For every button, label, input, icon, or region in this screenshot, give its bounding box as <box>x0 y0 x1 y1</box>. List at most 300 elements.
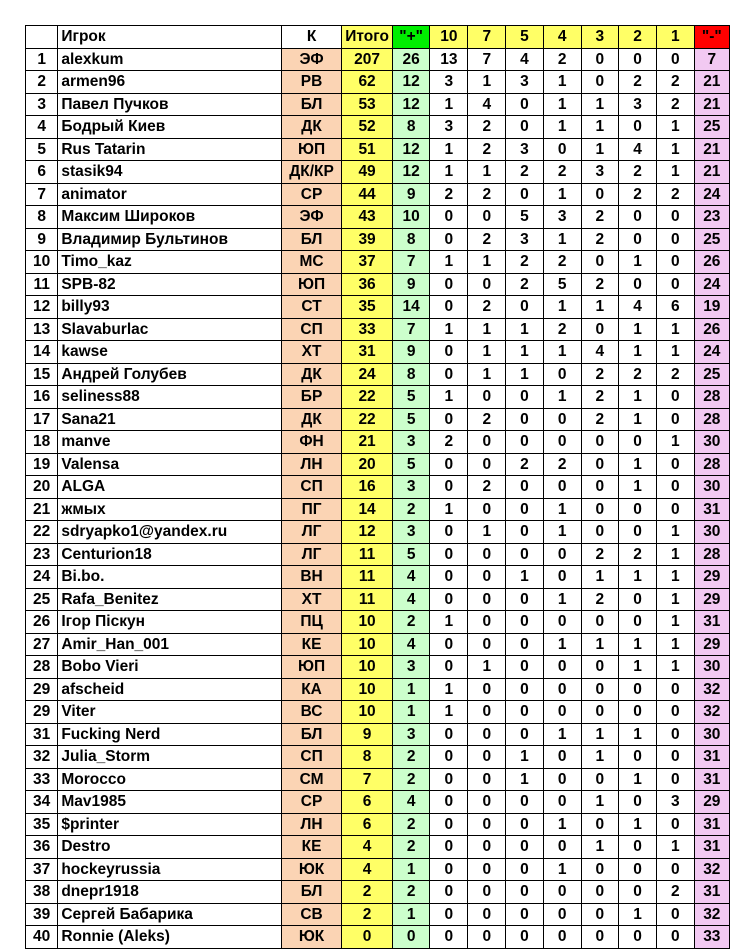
team-code: ЮП <box>281 273 341 296</box>
plus-count: 4 <box>392 791 429 814</box>
count-7: 0 <box>468 926 506 949</box>
count-2: 0 <box>619 881 657 904</box>
minus-count: 24 <box>694 273 729 296</box>
count-1: 0 <box>656 476 694 499</box>
total: 37 <box>342 251 393 274</box>
count-10: 1 <box>430 161 468 184</box>
count-7: 1 <box>468 71 506 94</box>
total: 24 <box>342 363 393 386</box>
minus-count: 26 <box>694 251 729 274</box>
count-1: 1 <box>656 341 694 364</box>
rank: 29 <box>26 701 58 724</box>
minus-count: 30 <box>694 656 729 679</box>
count-10: 0 <box>430 881 468 904</box>
count-1: 1 <box>656 836 694 859</box>
count-4: 1 <box>543 386 581 409</box>
count-10: 3 <box>430 71 468 94</box>
count-1: 2 <box>656 71 694 94</box>
count-3: 0 <box>581 431 619 454</box>
plus-count: 2 <box>392 498 429 521</box>
plus-count: 4 <box>392 633 429 656</box>
total: 39 <box>342 228 393 251</box>
count-2: 2 <box>619 183 657 206</box>
table-row <box>26 116 730 139</box>
count-7: 1 <box>468 318 506 341</box>
plus-count: 3 <box>392 723 429 746</box>
plus-count: 9 <box>392 183 429 206</box>
count-3: 0 <box>581 498 619 521</box>
count-2: 0 <box>619 273 657 296</box>
count-2: 0 <box>619 521 657 544</box>
table-body <box>26 26 730 949</box>
count-10: 1 <box>430 318 468 341</box>
header-3: 3 <box>581 26 619 49</box>
count-1: 0 <box>656 701 694 724</box>
count-5: 1 <box>506 566 544 589</box>
plus-count: 3 <box>392 521 429 544</box>
player-name: Fucking Nerd <box>58 723 282 746</box>
minus-count: 25 <box>694 228 729 251</box>
plus-count: 12 <box>392 138 429 161</box>
minus-count: 24 <box>694 183 729 206</box>
team-code: ЛН <box>281 813 341 836</box>
total: 207 <box>342 48 393 71</box>
count-2: 0 <box>619 678 657 701</box>
team-code: БР <box>281 386 341 409</box>
count-7: 0 <box>468 633 506 656</box>
count-3: 1 <box>581 93 619 116</box>
table-row <box>26 318 730 341</box>
total: 33 <box>342 318 393 341</box>
team-code: СМ <box>281 768 341 791</box>
count-5: 0 <box>506 633 544 656</box>
count-10: 0 <box>430 903 468 926</box>
plus-count: 7 <box>392 251 429 274</box>
count-5: 1 <box>506 768 544 791</box>
count-7: 1 <box>468 521 506 544</box>
count-7: 0 <box>468 498 506 521</box>
count-3: 1 <box>581 633 619 656</box>
player-name: SPB-82 <box>58 273 282 296</box>
plus-count: 5 <box>392 408 429 431</box>
rank: 3 <box>26 93 58 116</box>
rank: 9 <box>26 228 58 251</box>
total: 12 <box>342 521 393 544</box>
table-row <box>26 611 730 634</box>
count-3: 2 <box>581 588 619 611</box>
count-2: 1 <box>619 386 657 409</box>
count-10: 0 <box>430 723 468 746</box>
count-2: 0 <box>619 746 657 769</box>
count-10: 0 <box>430 273 468 296</box>
player-name: Sana21 <box>58 408 282 431</box>
total: 10 <box>342 656 393 679</box>
count-4: 0 <box>543 656 581 679</box>
count-3: 1 <box>581 296 619 319</box>
count-1: 1 <box>656 138 694 161</box>
plus-count: 2 <box>392 836 429 859</box>
count-4: 0 <box>543 566 581 589</box>
count-2: 0 <box>619 431 657 454</box>
rank: 38 <box>26 881 58 904</box>
minus-count: 32 <box>694 858 729 881</box>
plus-count: 2 <box>392 881 429 904</box>
count-5: 0 <box>506 93 544 116</box>
count-4: 1 <box>543 93 581 116</box>
plus-count: 12 <box>392 93 429 116</box>
plus-count: 14 <box>392 296 429 319</box>
count-5: 3 <box>506 138 544 161</box>
minus-count: 30 <box>694 521 729 544</box>
count-3: 0 <box>581 251 619 274</box>
count-4: 0 <box>543 903 581 926</box>
count-1: 0 <box>656 746 694 769</box>
player-name: Ігор Піскун <box>58 611 282 634</box>
minus-count: 26 <box>694 318 729 341</box>
count-1: 2 <box>656 881 694 904</box>
count-1: 1 <box>656 161 694 184</box>
count-5: 0 <box>506 408 544 431</box>
team-code: РВ <box>281 71 341 94</box>
rank: 6 <box>26 161 58 184</box>
count-2: 0 <box>619 611 657 634</box>
count-5: 5 <box>506 206 544 229</box>
count-5: 0 <box>506 543 544 566</box>
plus-count: 1 <box>392 903 429 926</box>
player-name: Mav1985 <box>58 791 282 814</box>
player-name: $printer <box>58 813 282 836</box>
count-4: 2 <box>543 453 581 476</box>
count-4: 0 <box>543 836 581 859</box>
count-2: 2 <box>619 543 657 566</box>
count-10: 0 <box>430 453 468 476</box>
team-code: СВ <box>281 903 341 926</box>
total: 22 <box>342 408 393 431</box>
minus-count: 25 <box>694 363 729 386</box>
plus-count: 2 <box>392 611 429 634</box>
count-2: 0 <box>619 116 657 139</box>
count-5: 0 <box>506 521 544 544</box>
rank: 7 <box>26 183 58 206</box>
count-10: 2 <box>430 183 468 206</box>
count-1: 0 <box>656 453 694 476</box>
count-4: 0 <box>543 926 581 949</box>
rank: 37 <box>26 858 58 881</box>
count-3: 2 <box>581 408 619 431</box>
count-1: 3 <box>656 791 694 814</box>
total: 22 <box>342 386 393 409</box>
player-name: Morocco <box>58 768 282 791</box>
team-code: ЮП <box>281 138 341 161</box>
total: 62 <box>342 71 393 94</box>
count-7: 2 <box>468 183 506 206</box>
plus-count: 3 <box>392 431 429 454</box>
count-4: 0 <box>543 611 581 634</box>
rank: 22 <box>26 521 58 544</box>
minus-count: 23 <box>694 206 729 229</box>
count-7: 0 <box>468 588 506 611</box>
count-1: 1 <box>656 611 694 634</box>
minus-count: 29 <box>694 633 729 656</box>
table-row <box>26 723 730 746</box>
team-code: СП <box>281 318 341 341</box>
table-row <box>26 93 730 116</box>
plus-count: 8 <box>392 116 429 139</box>
plus-count: 2 <box>392 813 429 836</box>
total: 4 <box>342 858 393 881</box>
count-10: 0 <box>430 656 468 679</box>
total: 10 <box>342 701 393 724</box>
count-7: 0 <box>468 791 506 814</box>
total: 31 <box>342 341 393 364</box>
player-name: Destro <box>58 836 282 859</box>
minus-count: 33 <box>694 926 729 949</box>
plus-count: 10 <box>392 206 429 229</box>
count-1: 1 <box>656 431 694 454</box>
team-code: КЕ <box>281 836 341 859</box>
count-3: 0 <box>581 768 619 791</box>
header-1: 1 <box>656 26 694 49</box>
table-row <box>26 566 730 589</box>
player-name: Сергей Бабарика <box>58 903 282 926</box>
count-3: 1 <box>581 566 619 589</box>
count-2: 1 <box>619 453 657 476</box>
player-name: Bi.bo. <box>58 566 282 589</box>
count-2: 1 <box>619 476 657 499</box>
count-5: 0 <box>506 858 544 881</box>
plus-count: 4 <box>392 588 429 611</box>
rank: 10 <box>26 251 58 274</box>
count-10: 1 <box>430 386 468 409</box>
count-7: 1 <box>468 656 506 679</box>
count-3: 1 <box>581 791 619 814</box>
team-code: ЛГ <box>281 521 341 544</box>
player-name: Centurion18 <box>58 543 282 566</box>
standings-table <box>25 25 730 949</box>
player-name: Valensa <box>58 453 282 476</box>
count-2: 2 <box>619 363 657 386</box>
plus-count: 1 <box>392 701 429 724</box>
count-1: 1 <box>656 318 694 341</box>
player-name: Timo_kaz <box>58 251 282 274</box>
plus-count: 9 <box>392 273 429 296</box>
count-3: 1 <box>581 836 619 859</box>
minus-count: 21 <box>694 71 729 94</box>
count-1: 0 <box>656 408 694 431</box>
table-row <box>26 768 730 791</box>
count-7: 0 <box>468 678 506 701</box>
header-7: 7 <box>468 26 506 49</box>
count-7: 2 <box>468 228 506 251</box>
total: 0 <box>342 926 393 949</box>
count-5: 1 <box>506 341 544 364</box>
count-3: 0 <box>581 813 619 836</box>
rank: 19 <box>26 453 58 476</box>
count-3: 2 <box>581 206 619 229</box>
minus-count: 21 <box>694 138 729 161</box>
plus-count: 4 <box>392 566 429 589</box>
count-4: 0 <box>543 791 581 814</box>
total: 11 <box>342 588 393 611</box>
count-4: 1 <box>543 116 581 139</box>
player-name: жмых <box>58 498 282 521</box>
total: 35 <box>342 296 393 319</box>
count-5: 1 <box>506 318 544 341</box>
team-code: КА <box>281 678 341 701</box>
count-2: 0 <box>619 48 657 71</box>
count-1: 2 <box>656 93 694 116</box>
count-5: 4 <box>506 48 544 71</box>
minus-count: 28 <box>694 453 729 476</box>
total: 51 <box>342 138 393 161</box>
count-2: 0 <box>619 498 657 521</box>
player-name: billy93 <box>58 296 282 319</box>
count-10: 0 <box>430 566 468 589</box>
table-row <box>26 678 730 701</box>
table-row <box>26 273 730 296</box>
player-name: Андрей Голубев <box>58 363 282 386</box>
count-4: 0 <box>543 408 581 431</box>
count-10: 0 <box>430 746 468 769</box>
count-10: 0 <box>430 543 468 566</box>
table-row <box>26 633 730 656</box>
count-7: 2 <box>468 116 506 139</box>
plus-count: 2 <box>392 768 429 791</box>
count-3: 0 <box>581 453 619 476</box>
count-10: 1 <box>430 93 468 116</box>
player-name: Viter <box>58 701 282 724</box>
count-1: 0 <box>656 813 694 836</box>
team-code: ДК/КР <box>281 161 341 184</box>
total: 10 <box>342 678 393 701</box>
minus-count: 31 <box>694 768 729 791</box>
count-5: 0 <box>506 476 544 499</box>
count-10: 0 <box>430 296 468 319</box>
count-1: 1 <box>656 656 694 679</box>
player-name: alexkum <box>58 48 282 71</box>
player-name: dnepr1918 <box>58 881 282 904</box>
count-5: 0 <box>506 386 544 409</box>
count-2: 2 <box>619 71 657 94</box>
count-4: 1 <box>543 183 581 206</box>
count-5: 2 <box>506 453 544 476</box>
header-2: 2 <box>619 26 657 49</box>
count-1: 2 <box>656 183 694 206</box>
count-3: 0 <box>581 926 619 949</box>
total: 11 <box>342 543 393 566</box>
player-name: Amir_Han_001 <box>58 633 282 656</box>
minus-count: 30 <box>694 431 729 454</box>
minus-count: 21 <box>694 93 729 116</box>
count-7: 0 <box>468 206 506 229</box>
count-4: 0 <box>543 476 581 499</box>
team-code: БЛ <box>281 881 341 904</box>
count-5: 0 <box>506 431 544 454</box>
table-row <box>26 746 730 769</box>
count-7: 0 <box>468 701 506 724</box>
table-row <box>26 881 730 904</box>
count-5: 3 <box>506 71 544 94</box>
team-code: ДК <box>281 116 341 139</box>
rank: 35 <box>26 813 58 836</box>
count-1: 0 <box>656 228 694 251</box>
count-7: 0 <box>468 431 506 454</box>
count-1: 0 <box>656 768 694 791</box>
plus-count: 1 <box>392 858 429 881</box>
header-num <box>26 26 58 49</box>
count-2: 1 <box>619 813 657 836</box>
total: 21 <box>342 431 393 454</box>
count-10: 0 <box>430 836 468 859</box>
total: 49 <box>342 161 393 184</box>
count-4: 1 <box>543 296 581 319</box>
count-1: 0 <box>656 206 694 229</box>
count-7: 0 <box>468 858 506 881</box>
minus-count: 32 <box>694 701 729 724</box>
count-3: 0 <box>581 48 619 71</box>
count-2: 1 <box>619 566 657 589</box>
count-5: 0 <box>506 588 544 611</box>
team-code: ПЦ <box>281 611 341 634</box>
count-4: 1 <box>543 858 581 881</box>
minus-count: 29 <box>694 791 729 814</box>
table-row <box>26 296 730 319</box>
count-1: 0 <box>656 48 694 71</box>
plus-count: 1 <box>392 678 429 701</box>
count-1: 0 <box>656 678 694 701</box>
count-4: 1 <box>543 228 581 251</box>
count-1: 1 <box>656 116 694 139</box>
rank: 16 <box>26 386 58 409</box>
rank: 20 <box>26 476 58 499</box>
count-5: 1 <box>506 746 544 769</box>
header-player: Игрок <box>58 26 282 49</box>
count-4: 3 <box>543 206 581 229</box>
rank: 40 <box>26 926 58 949</box>
count-2: 0 <box>619 836 657 859</box>
count-1: 0 <box>656 273 694 296</box>
count-2: 1 <box>619 318 657 341</box>
count-7: 4 <box>468 93 506 116</box>
table-row <box>26 836 730 859</box>
count-7: 0 <box>468 746 506 769</box>
rank: 34 <box>26 791 58 814</box>
count-10: 0 <box>430 206 468 229</box>
minus-count: 28 <box>694 408 729 431</box>
team-code: ЛН <box>281 453 341 476</box>
count-1: 1 <box>656 543 694 566</box>
minus-count: 28 <box>694 386 729 409</box>
total: 6 <box>342 813 393 836</box>
plus-count: 26 <box>392 48 429 71</box>
minus-count: 31 <box>694 813 729 836</box>
count-5: 2 <box>506 273 544 296</box>
count-3: 0 <box>581 611 619 634</box>
count-5: 0 <box>506 701 544 724</box>
count-2: 4 <box>619 138 657 161</box>
table-row <box>26 431 730 454</box>
count-2: 0 <box>619 858 657 881</box>
count-3: 2 <box>581 363 619 386</box>
count-4: 0 <box>543 701 581 724</box>
team-code: КЕ <box>281 633 341 656</box>
minus-count: 29 <box>694 566 729 589</box>
total: 7 <box>342 768 393 791</box>
count-1: 2 <box>656 363 694 386</box>
count-1: 1 <box>656 633 694 656</box>
team-code: ЭФ <box>281 48 341 71</box>
total: 52 <box>342 116 393 139</box>
